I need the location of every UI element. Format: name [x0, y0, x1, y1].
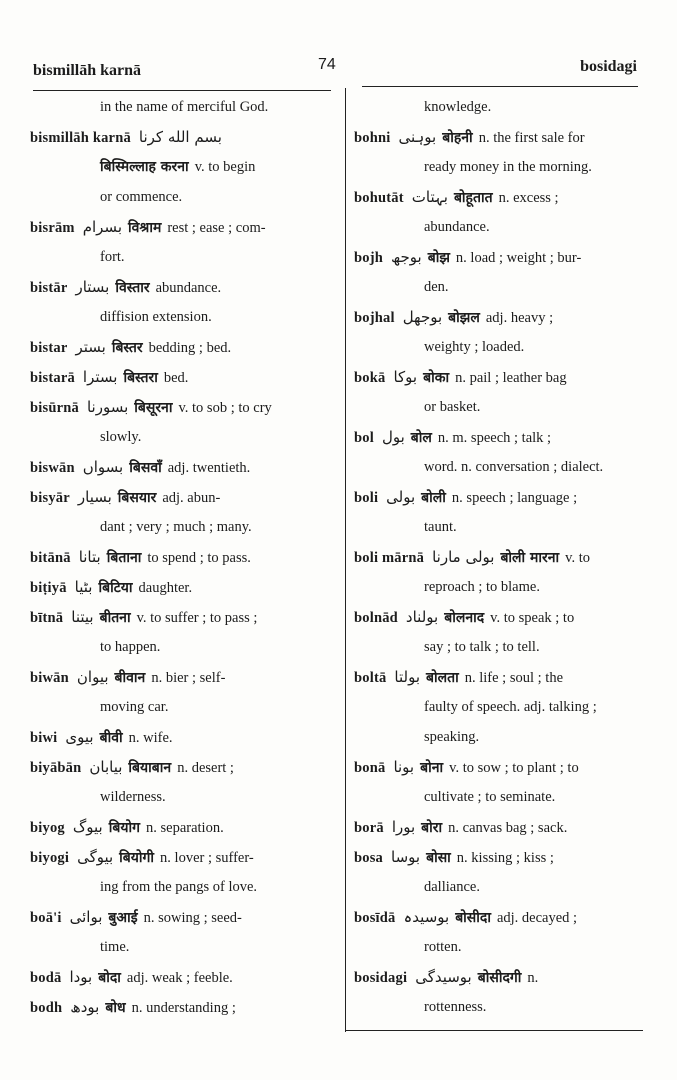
- definition: or commence.: [100, 189, 183, 205]
- headword: bonā: [354, 760, 386, 776]
- entry-line: [30, 482, 330, 512]
- entry-line: [354, 122, 644, 152]
- definition: moving car.: [100, 699, 169, 715]
- hindi-script: बोझ: [427, 250, 450, 266]
- continuation-line: [354, 92, 644, 122]
- urdu-script: بستر: [75, 338, 106, 356]
- hindi-script: बोरा: [421, 820, 443, 836]
- entry-line: [30, 722, 330, 752]
- definition: bedding ; bed.: [148, 340, 232, 356]
- entry-line: [30, 212, 330, 242]
- definition: n. lover ; suffer-: [160, 850, 254, 866]
- headword: bītnā: [30, 610, 64, 626]
- definition: in the name of merciful God.: [100, 99, 269, 115]
- right-column: [354, 92, 644, 1022]
- definition: n. the first sale for: [478, 130, 585, 146]
- definition: or basket.: [424, 399, 481, 415]
- urdu-script: بسم الله کرنا: [138, 128, 222, 146]
- urdu-script: بوائی: [69, 908, 103, 926]
- continuation-line: [30, 242, 330, 272]
- urdu-script: بونا: [393, 758, 415, 776]
- column-divider: [345, 88, 346, 1032]
- definition: n. excess ;: [498, 190, 559, 206]
- continuation-line: [354, 452, 644, 482]
- entry-line: [354, 362, 644, 392]
- entry-line: [30, 962, 330, 992]
- hindi-script: बुआई: [108, 910, 138, 926]
- definition: daughter.: [138, 580, 193, 596]
- definition: n. pail ; leather bag: [455, 370, 567, 386]
- urdu-script: بسورنا: [86, 398, 129, 416]
- definition: say ; to talk ; to tell.: [424, 639, 540, 655]
- hindi-script: बोलनाद: [444, 610, 485, 626]
- entry-line: [354, 422, 644, 452]
- continuation-line: [354, 152, 644, 182]
- definition: time.: [100, 939, 130, 955]
- hindi-script: बोसीदा: [455, 910, 491, 926]
- headword: bisrām: [30, 220, 75, 236]
- hindi-script: बियोगी: [119, 850, 155, 866]
- urdu-script: بوجھل: [402, 308, 443, 326]
- definition: n. m. speech ; talk ;: [437, 430, 552, 446]
- headword: bosa: [354, 850, 384, 866]
- urdu-script: بوجھ: [391, 248, 422, 266]
- headword: bistār: [30, 280, 68, 296]
- headword: biwi: [30, 730, 58, 746]
- headword: bistarā: [30, 370, 75, 386]
- definition: cultivate ; to seminate.: [424, 789, 556, 805]
- entry-line: [354, 752, 644, 782]
- continuation-line: [30, 512, 330, 542]
- definition: n. kissing ; kiss ;: [456, 850, 554, 866]
- entry-line: [30, 392, 330, 422]
- entry-line: [30, 902, 330, 932]
- entry-line: [30, 602, 330, 632]
- headword: borā: [354, 820, 384, 836]
- hindi-script: बिसूरना: [134, 400, 173, 416]
- definition: n. understanding ;: [131, 1000, 236, 1016]
- definition: word. n. conversation ; dialect.: [424, 459, 604, 475]
- definition: n.: [527, 970, 539, 986]
- headword: boltā: [354, 670, 387, 686]
- entry-line: [354, 242, 644, 272]
- definition: adj. twentieth.: [167, 460, 251, 476]
- definition: adj. abun-: [162, 490, 221, 506]
- headword: bismillāh karnā: [30, 130, 131, 146]
- entry-line: [30, 992, 330, 1022]
- urdu-script: بتانا: [78, 548, 101, 566]
- definition: fort.: [100, 249, 125, 265]
- definition: adj. heavy ;: [485, 310, 554, 326]
- continuation-line: [354, 692, 644, 722]
- urdu-script: بیوگ: [72, 818, 103, 836]
- definition: dalliance.: [424, 879, 480, 895]
- hindi-script: बोहूतात: [453, 190, 493, 206]
- continuation-line: [30, 932, 330, 962]
- hindi-script: बिस्तरा: [123, 370, 158, 386]
- headword: bisūrnā: [30, 400, 79, 416]
- urdu-script: بودا: [69, 968, 93, 986]
- urdu-script: بولناد: [405, 608, 439, 626]
- hindi-script: बोझल: [448, 310, 480, 326]
- entry-line: [30, 272, 330, 302]
- continuation-line: [30, 92, 330, 122]
- continuation-line: [30, 182, 330, 212]
- continuation-line: [30, 782, 330, 812]
- hindi-script: बियोग: [108, 820, 140, 836]
- urdu-script: بسرام: [82, 218, 122, 236]
- continuation-line: [354, 992, 644, 1022]
- entry-line: [354, 302, 644, 332]
- entry-line: [354, 962, 644, 992]
- urdu-script: بوسا: [391, 848, 421, 866]
- entry-line: [30, 542, 330, 572]
- headword: bitānā: [30, 550, 71, 566]
- definition: wilderness.: [100, 789, 166, 805]
- continuation-line: [354, 722, 644, 752]
- headword: bojh: [354, 250, 384, 266]
- hindi-script: विस्तार: [115, 280, 150, 296]
- definition: diffision extension.: [100, 309, 212, 325]
- urdu-script: بیوان: [76, 668, 109, 686]
- urdu-script: بوکا: [393, 368, 418, 386]
- urdu-script: بیابان: [89, 758, 123, 776]
- definition: v. to: [565, 550, 591, 566]
- definition: faulty of speech. adj. talking ;: [424, 699, 597, 715]
- urdu-script: بسترا: [82, 368, 118, 386]
- urdu-script: بوسیدگی: [415, 968, 472, 986]
- definition: slowly.: [100, 429, 142, 445]
- definition: to happen.: [100, 639, 161, 655]
- entry-line: [354, 182, 644, 212]
- hindi-script: बोहनी: [442, 130, 473, 146]
- hindi-script: बिसयार: [117, 490, 157, 506]
- definition: v. to speak ; to: [490, 610, 575, 626]
- right-guide-word: bosidagi: [580, 58, 637, 75]
- hindi-script: बिताना: [106, 550, 142, 566]
- entry-line: [354, 662, 644, 692]
- headword: biyog: [30, 820, 65, 836]
- urdu-script: بسیار: [77, 488, 112, 506]
- continuation-line: [30, 872, 330, 902]
- entry-line: [30, 572, 330, 602]
- hindi-script: बीवी: [99, 730, 123, 746]
- hindi-script: बोली: [421, 490, 446, 506]
- hindi-script: बिसवाँ: [129, 460, 162, 476]
- hindi-script: बिस्मिल्लाह करना: [100, 159, 189, 175]
- definition: rotten.: [424, 939, 462, 955]
- definition: rest ; ease ; com-: [167, 220, 266, 236]
- page-number: 74: [318, 56, 336, 73]
- headword: bol: [354, 430, 374, 446]
- definition: to spend ; to pass.: [147, 550, 251, 566]
- definition: abundance.: [155, 280, 222, 296]
- headword: biṭiyā: [30, 580, 67, 596]
- continuation-line: [354, 392, 644, 422]
- entry-line: [30, 452, 330, 482]
- urdu-script: بول: [381, 428, 405, 446]
- header-rule-left: [33, 90, 331, 91]
- continuation-line: [354, 332, 644, 362]
- headword: bolnād: [354, 610, 398, 626]
- urdu-script: بوہنی: [398, 128, 437, 146]
- page-header: [0, 52, 677, 88]
- continuation-line: [30, 632, 330, 662]
- urdu-script: بولتا: [394, 668, 421, 686]
- hindi-script: विश्राम: [128, 220, 162, 236]
- headword: bohutāt: [354, 190, 404, 206]
- definition: v. to sob ; to cry: [178, 400, 272, 416]
- headword: bisyār: [30, 490, 70, 506]
- hindi-script: बोल: [410, 430, 432, 446]
- headword: biyogi: [30, 850, 70, 866]
- footer-rule: [345, 1030, 643, 1031]
- urdu-script: بوسیدہ: [403, 908, 450, 926]
- entry-line: [354, 842, 644, 872]
- entry-line: [30, 752, 330, 782]
- entry-line: [30, 362, 330, 392]
- hindi-script: बोदा: [98, 970, 121, 986]
- definition: n. desert ;: [177, 760, 234, 776]
- definition: ready money in the morning.: [424, 159, 592, 175]
- entry-line: [354, 542, 644, 572]
- hindi-script: बोना: [420, 760, 444, 776]
- continuation-line: [354, 572, 644, 602]
- definition: den.: [424, 279, 449, 295]
- definition: rottenness.: [424, 999, 487, 1015]
- headword: boli: [354, 490, 379, 506]
- hindi-script: बोध: [105, 1000, 126, 1016]
- continuation-line: [354, 632, 644, 662]
- header-rule-right: [362, 86, 638, 87]
- definition: v. to begin: [194, 159, 256, 175]
- headword: boli mārnā: [354, 550, 425, 566]
- continuation-line: [354, 272, 644, 302]
- definition: ing from the pangs of love.: [100, 879, 258, 895]
- hindi-script: बीवान: [114, 670, 146, 686]
- urdu-script: بیوگی: [77, 848, 114, 866]
- definition: adj. decayed ;: [496, 910, 578, 926]
- entry-line: [354, 602, 644, 632]
- entry-line: [30, 332, 330, 362]
- entry-line: [30, 122, 330, 152]
- headword: bohni: [354, 130, 391, 146]
- continuation-line: [354, 872, 644, 902]
- left-column: [30, 92, 330, 1022]
- continuation-line: [30, 422, 330, 452]
- urdu-script: بہتات: [411, 188, 448, 206]
- headword: bodā: [30, 970, 62, 986]
- continuation-line: [30, 692, 330, 722]
- urdu-script: بیوی: [65, 728, 94, 746]
- hindi-script: बिटिया: [98, 580, 133, 596]
- continuation-line: [30, 302, 330, 332]
- continuation-line: [354, 782, 644, 812]
- urdu-script: بولی: [386, 488, 416, 506]
- definition: n. life ; soul ; the: [464, 670, 563, 686]
- continuation-line: [354, 932, 644, 962]
- hindi-script: बिस्तर: [111, 340, 143, 356]
- headword: bistar: [30, 340, 68, 356]
- hindi-script: बोलता: [426, 670, 459, 686]
- hindi-script: बोका: [423, 370, 450, 386]
- headword: biyābān: [30, 760, 82, 776]
- definition: n. sowing ; seed-: [143, 910, 242, 926]
- headword: bokā: [354, 370, 386, 386]
- urdu-script: بودھ: [70, 998, 100, 1016]
- headword: bosīdā: [354, 910, 396, 926]
- definition: abundance.: [424, 219, 490, 235]
- continuation-line: [30, 152, 330, 182]
- urdu-script: بسواں: [82, 458, 124, 476]
- urdu-script: بستار: [75, 278, 110, 296]
- continuation-line: [354, 512, 644, 542]
- definition: dant ; very ; much ; many.: [100, 519, 252, 535]
- definition: weighty ; loaded.: [424, 339, 525, 355]
- headword: bosidagi: [354, 970, 408, 986]
- definition: n. load ; weight ; bur-: [455, 250, 582, 266]
- urdu-script: بٹیا: [74, 578, 93, 596]
- entry-line: [354, 812, 644, 842]
- definition: v. to sow ; to plant ; to: [449, 760, 579, 776]
- definition: adj. weak ; feeble.: [126, 970, 233, 986]
- left-guide-word: bismillāh karnā: [33, 62, 142, 79]
- definition: n. canvas bag ; sack.: [448, 820, 568, 836]
- definition: n. speech ; language ;: [451, 490, 578, 506]
- entry-line: [30, 842, 330, 872]
- hindi-script: बोसा: [426, 850, 451, 866]
- headword: bodh: [30, 1000, 63, 1016]
- continuation-line: [354, 212, 644, 242]
- definition: knowledge.: [424, 99, 492, 115]
- definition: bed.: [163, 370, 189, 386]
- hindi-script: बोसीदगी: [477, 970, 522, 986]
- urdu-script: بورا: [391, 818, 416, 836]
- headword: biswān: [30, 460, 75, 476]
- definition: n. separation.: [145, 820, 224, 836]
- entry-line: [30, 662, 330, 692]
- headword: boā'i: [30, 910, 62, 926]
- entry-line: [354, 902, 644, 932]
- hindi-script: बीतना: [99, 610, 131, 626]
- urdu-script: بیتنا: [71, 608, 94, 626]
- definition: n. bier ; self-: [151, 670, 226, 686]
- headword: biwān: [30, 670, 69, 686]
- definition: reproach ; to blame.: [424, 579, 540, 595]
- definition: n. wife.: [128, 730, 173, 746]
- definition: v. to suffer ; to pass ;: [136, 610, 258, 626]
- definition: speaking.: [424, 729, 480, 745]
- headword: bojhal: [354, 310, 395, 326]
- hindi-script: बियाबान: [128, 760, 172, 776]
- entry-line: [30, 812, 330, 842]
- urdu-script: بولی مارنا: [432, 548, 495, 566]
- entry-line: [354, 482, 644, 512]
- hindi-script: बोली मारना: [500, 550, 560, 566]
- definition: taunt.: [424, 519, 457, 535]
